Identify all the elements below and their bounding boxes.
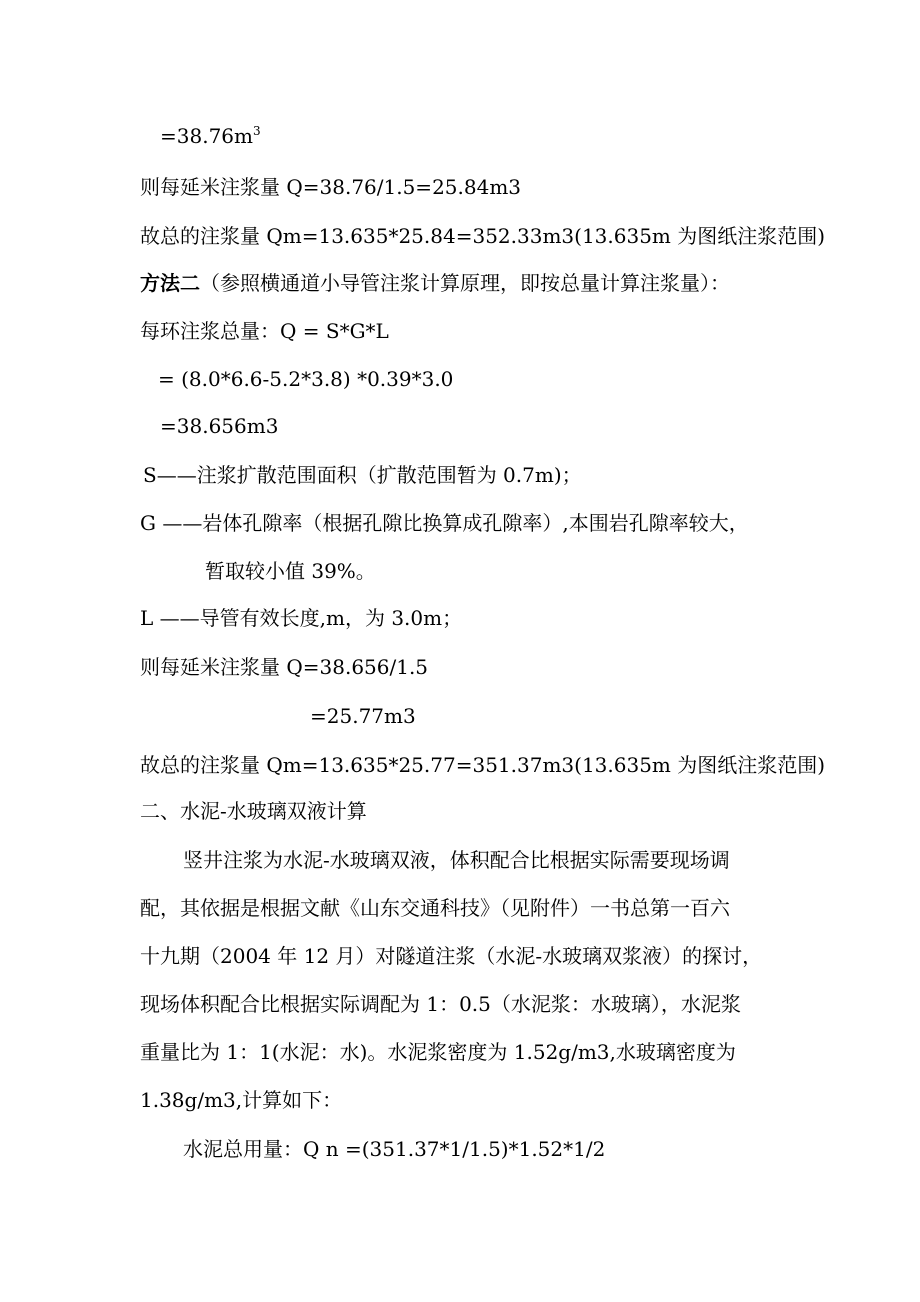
cement-total-line: 水泥总用量：Q n =(351.37*1/1.5)*1.52*1/2 xyxy=(183,1137,606,1161)
total-grout-line-2: 故总的注浆量 Qm=13.635*25.77=351.37m3(13.635m 为图纸注浆范围) xyxy=(140,753,826,777)
paragraph-line-5: 重量比为 1：1(水泥：水)。水泥浆密度为 1.52g/m3,水玻璃密度为 xyxy=(140,1040,736,1064)
paragraph-line-1: 竖井注浆为水泥-水玻璃双液，体积配合比根据实际需要现场调 xyxy=(183,848,730,872)
formula-line: 每环注浆总量：Q = S*G*L xyxy=(140,319,389,343)
result-line xyxy=(160,123,261,149)
result-value: =38.76m xyxy=(160,124,253,148)
per-meter-grout-result-2: =25.77m3 xyxy=(310,704,416,728)
formula-substitution: = (8.0*6.6-5.2*3.8) *0.39*3.0 xyxy=(158,367,454,391)
method-two-description: （参照横通道小导管注浆计算原理，即按总量计算注浆量）： xyxy=(200,271,730,295)
cubic-superscript: 3 xyxy=(252,124,261,138)
definition-l: L ——导管有效长度,m，为 3.0m； xyxy=(140,606,463,630)
per-meter-grout-line: 则每延米注浆量 Q=38.76/1.5=25.84m3 xyxy=(140,175,522,199)
paragraph-line-2: 配，其依据是根据文献《山东交通科技》（见附件）一书总第一百六 xyxy=(140,896,730,920)
definition-g-continued: 暂取较小值 39%。 xyxy=(205,559,376,583)
method-two-label: 方法二 xyxy=(140,271,200,295)
section-heading: 二、水泥-水玻璃双液计算 xyxy=(140,799,367,823)
per-meter-grout-line-2: 则每延米注浆量 Q=38.656/1.5 xyxy=(140,655,429,679)
definition-g: G ——岩体孔隙率（根据孔隙比换算成孔隙率）,本围岩孔隙率较大， xyxy=(140,511,749,535)
paragraph-line-4: 现场体积配合比根据实际调配为 1：0.5（水泥浆：水玻璃），水泥浆 xyxy=(140,992,741,1016)
total-grout-line: 故总的注浆量 Qm=13.635*25.84=352.33m3(13.635m 为图纸注浆范围) xyxy=(140,224,826,248)
paragraph-line-3: 十九期（2004 年 12 月）对隧道注浆（水泥-水玻璃双浆液）的探讨， xyxy=(140,944,763,968)
method-two-heading xyxy=(140,270,730,296)
paragraph-line-6: 1.38g/m3,计算如下： xyxy=(140,1088,343,1112)
formula-result: =38.656m3 xyxy=(160,414,279,438)
definition-s: S——注浆扩散范围面积（扩散范围暂为 0.7m)； xyxy=(143,463,582,487)
